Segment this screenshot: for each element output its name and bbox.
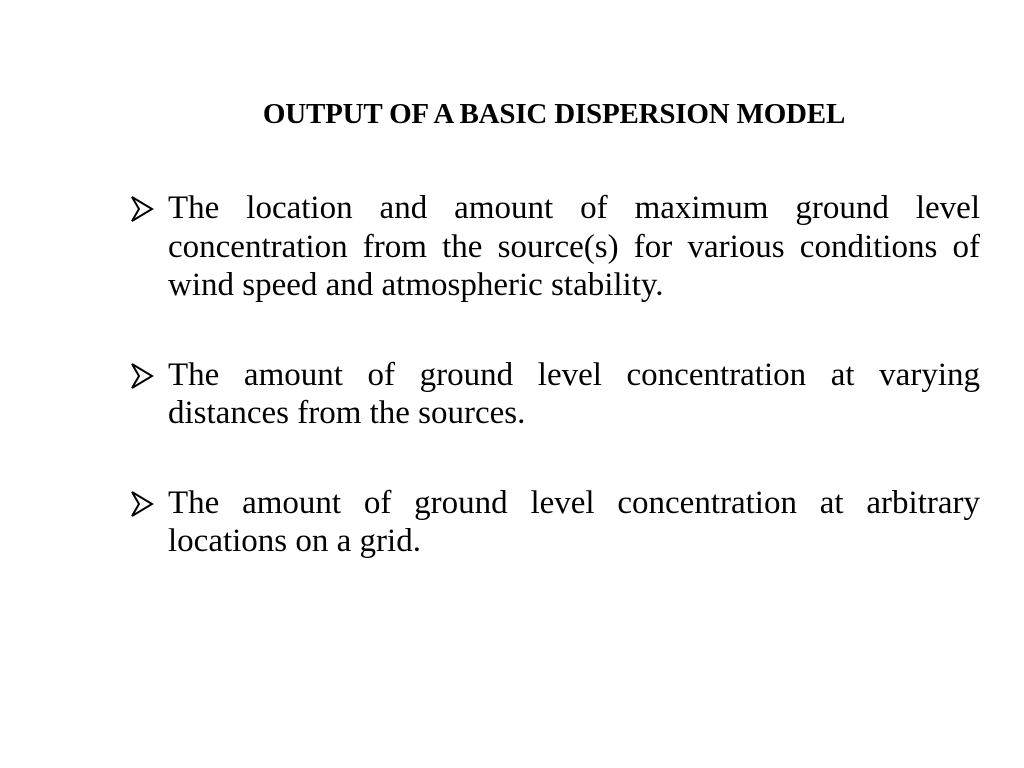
slide-title: OUTPUT OF A BASIC DISPERSION MODEL	[262, 98, 846, 130]
bullet-text: The amount of ground level concentration at varying distances from the sources.	[168, 356, 980, 431]
arrow-bullet-icon	[130, 356, 168, 396]
bullet-item	[130, 356, 980, 433]
bullet-item	[130, 484, 980, 561]
bullet-list	[130, 189, 980, 612]
arrow-bullet-icon	[130, 484, 168, 524]
arrow-bullet-icon	[130, 189, 168, 229]
bullet-item	[130, 189, 980, 305]
bullet-text: The amount of ground level concentration at arbitrary locations on a grid.	[168, 484, 980, 559]
bullet-text: The location and amount of maximum ground level concentration from the source(s) for various conditions of wind speed and atmospheric stability.	[168, 190, 980, 303]
